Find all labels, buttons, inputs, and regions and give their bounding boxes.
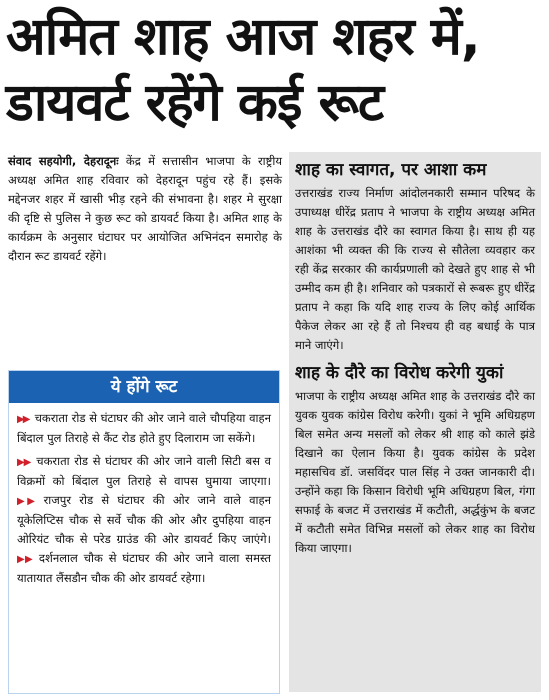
route-item: [17, 409, 271, 448]
route-text: राजपुर रोड से घंटाघर की ओर जाने वाले वाहन यूकेलिप्टिस चौक से सर्वे चौक की ओर और दुपहिया वाहन ओरियंट चौक से परेड ग्राउंड की ओर डायवर्ट किए जाएंगे।: [17, 493, 271, 546]
sidebar-section2-title: शाह के दौरे का विरोध करेगी युकां: [295, 363, 504, 383]
route-text: चकराता रोड से घंटाघर की ओर जाने वाली सिटी बस व विक्रमों को बिंदाल पुल तिराहे से वापस घुमाया जाएगा।: [17, 454, 271, 488]
double-arrow-icon: ▶▶: [17, 496, 38, 507]
route-text: चकराता रोड से घंटाघर की ओर जाने वाले चौपहिया वाहन बिंदाल पुल तिराहे से कैंट रोड होते हुए दिलाराम जा सकेंगे।: [17, 411, 271, 445]
route-item: [17, 452, 271, 588]
double-arrow-icon: ▶▶: [17, 554, 33, 565]
sidebar-section1-text: उत्तराखंड राज्य निर्माण आंदोलनकारी सम्मान परिषद के उपाध्यक्ष धीरेंद्र प्रताप ने भाजपा के राष्ट्रीय अध्यक्ष अमित शाह के उत्तराखंड दौरे का स्वागत किया है। साथ ही यह आशंका भी व्यक्त की कि राज्य से सौतेला व्यवहार कर रही केंद्र सरकार की कार्यप्रणाली को देखते हुए शाह से भी उम्मीद कम ही है। शनिवार को पत्रकारों से रूबरू हुए धीरेंद्र प्रताप ने कहा कि यदि शाह राज्य के लिए कोई आर्थिक पैकेज लेकर आ रहे हैं तो निश्चय ही वह बधाई के पात्र माने जाएंगे।: [295, 186, 535, 352]
routes-list: [9, 403, 279, 588]
routes-box-title: ये होंगे रूट: [9, 371, 279, 403]
dateline: संवाद सहयोगी, देहरादूनः: [8, 154, 119, 168]
double-arrow-icon: ▶▶: [17, 457, 31, 468]
sidebar-section1-title: शाह का स्वागत, पर आशा कम: [295, 160, 487, 180]
sidebar-section2-text: भाजपा के राष्ट्रीय अध्यक्ष अमित शाह के उत्तराखंड दौरे का युवक युवक कांग्रेस विरोध करेगी। युकां ने भूमि अधिग्रहण बिल समेत अन्य मसलों को लेकर श्री शाह को काले झंडे दिखाने का ऐलान किया है। युवक कांग्रेस के प्रदेश महासचिव डॉ. जसविंदर पाल सिंह ने उक्त जानकारी दी। उन्होंने कहा कि किसान विरोधी भूमि अधिग्रहण बिल, गंगा सफाई के बजट में उत्तराखंड में कटौती, अर्द्धकुंभ के बजट में कटौती समेत विभिन्न मसलों को लेकर शाह का विरोध किया जाएगा।: [295, 389, 535, 555]
sidebar-column: [289, 152, 541, 692]
intro-text: केंद्र में सत्तासीन भाजपा के राष्ट्रीय अध्यक्ष अमित शाह रविवार को देहरादून पहुंच रहे हैं। इसके मद्देनजर शहर में खासी भीड़ रहने की संभावना है। शहर मे सुरक्षा की दृष्टि से पुलिस ने कुछ रूट को डायवर्ट किया है। अमित शाह के कार्यक्रम के अनुसार घंटाघर पर आयोजित अभिनंदन समारोह के दौरान रूट डायवर्ट रहेंगे।: [8, 154, 282, 263]
double-arrow-icon: ▶▶: [17, 414, 29, 425]
intro-paragraph: [8, 152, 282, 266]
intro-column: [8, 152, 282, 266]
routes-box: [8, 370, 280, 694]
headline: अमित शाह आज शहर में, डायवर्ट रहेंगे कई रूट: [6, 7, 480, 133]
route-text: दर्शनलाल चौक से घंटाघर की ओर जाने वाला समस्त यातायात लैंसडौन चौक की ओर डायवर्ट रहेगा।: [17, 551, 271, 585]
